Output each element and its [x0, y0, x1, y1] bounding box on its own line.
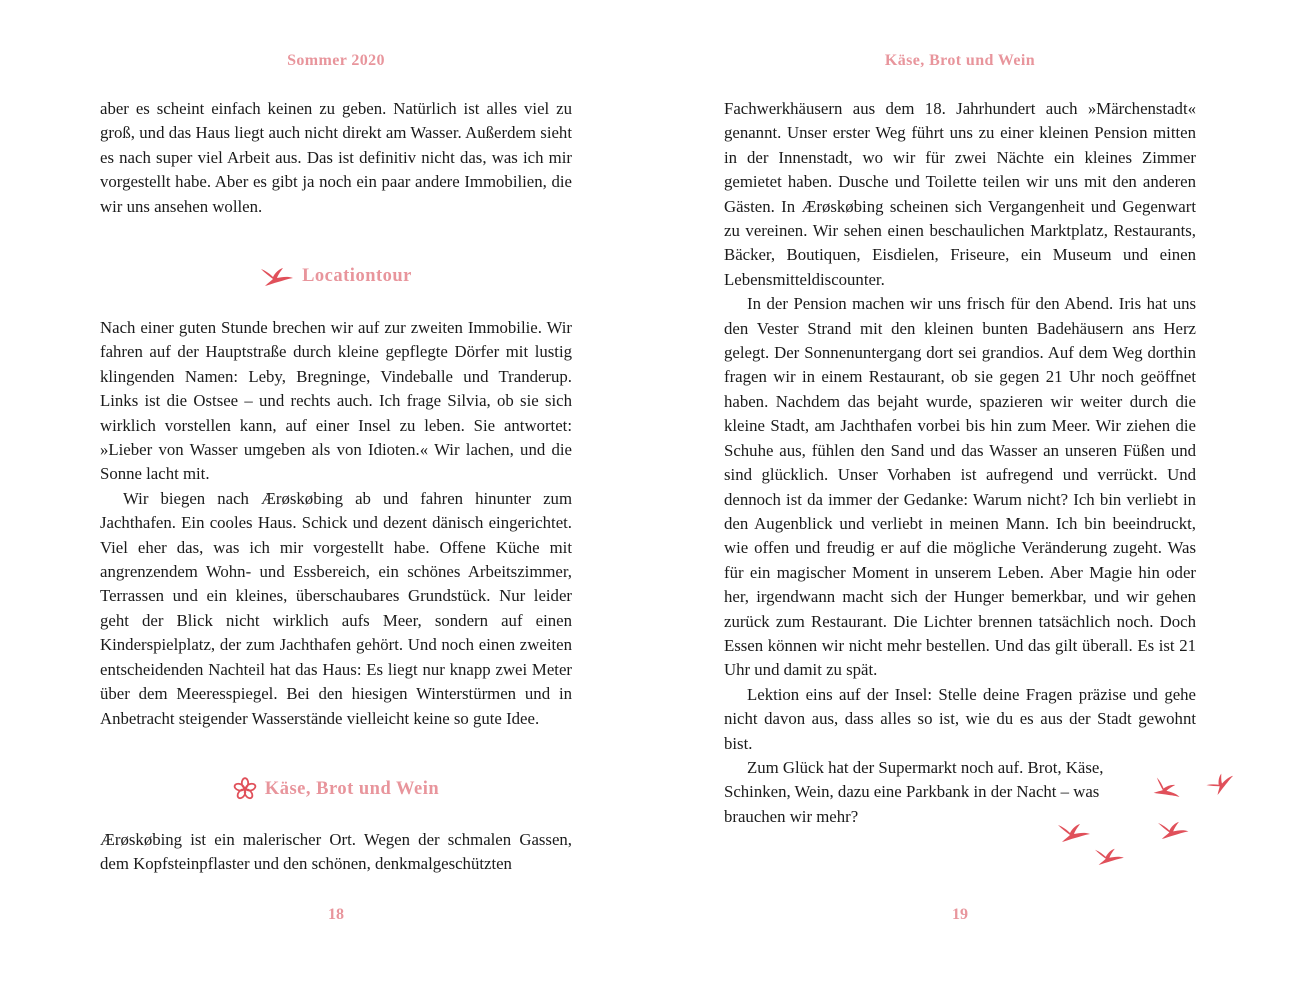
running-head-right: Käse, Brot und Wein — [884, 52, 1036, 69]
bird-icon — [1058, 824, 1090, 842]
paragraph: Zum Glück hat der Supermarkt noch auf. Brot, Käse, Schinken, Wein, dazu eine Parkbank in der Nacht – was brauchen wir mehr? — [724, 757, 1104, 826]
bird-icon — [1206, 769, 1237, 797]
flower-icon — [233, 777, 257, 801]
paragraph: In der Pension machen wir uns frisch für den Abend. Iris hat uns den Vester Strand mit den kleinen bunten Badehäusern ans Herz gelegt. Der Sonnenuntergang dort sei grandios. Auf dem Weg dorthin fragen wir in einem Restaurant, ob sie gegen 21 Uhr noch geöffnet haben. Nachdem das bejaht wurde, spazieren wir weiter durch die kleine Stadt, am Jachthafen vorbei bis hin zum Meer. Wir ziehen die Schuhe aus, fühlen den Sand und das Wasser an unseren Füßen und sind glücklich. Unser Vorhaben ist aufregend und verrückt. Und dennoch ist da immer der Gedanke: Warum nicht? Ich bin verliebt in den Augenblick und verliebt in meinen Mann. Ich bin beeindruckt, wie offen und freudig er auf die mögliche Veränderung zugeht. Was für ein magischer Moment in unserem Leben. Aber Magie hin oder her, irgendwann macht sich der Hunger bemerkbar, und wir gehen zurück zum Restaurant. Die Lichter brennen tatsächlich noch. Doch Essen können wir nicht mehr bestellen. Und das gilt überall. Es ist 21 Uhr und damit zu spät. — [724, 294, 1196, 680]
paragraph: aber es scheint einfach keinen zu geben. Natürlich ist alles viel zu groß, und das Haus liegt auch nicht direkt am Wasser. Außerdem sieht es nach super viel Arbeit aus. Das ist definitiv nicht das, was ich mir vorgestellt habe. Aber es gibt ja noch ein paar andere Immobilien, die wir uns ansehen wollen. — [100, 99, 572, 216]
bird-icon — [1095, 849, 1124, 865]
paragraph: Fachwerkhäusern aus dem 18. Jahrhundert auch »Märchenstadt« genannt. Unser erster Weg führt uns zu einer kleinen Pension mitten in der Innenstadt, wo wir für zwei Nächte ein kleines Zimmer gemietet haben. Dusche und Toilette teilen wir uns mit den anderen Gästen. In Ærøskøbing scheinen sich Vergangenheit und Gegenwart zu vereinen. Wir sehen einen beschaulichen Marktplatz, Restaurants, Bäcker, Boutiquen, Eisdielen, Friseure, ein Museum und einen Lebensmitteldiscounter. — [724, 99, 1196, 289]
section-heading-locationtour — [100, 265, 572, 287]
paragraph: Ærøskøbing ist ein malerischer Ort. Wegen der schmalen Gassen, dem Kopfsteinpflaster und den schönen, denkmalgeschützten — [100, 830, 572, 874]
paragraph: Nach einer guten Stunde brechen wir auf zur zweiten Immobilie. Wir fahren auf der Hauptstraße durch kleine gepflegte Dörfer mit lustig klingenden Namen: Leby, Bregninge, Vindeballe und Tranderup. Links ist die Ostsee – und rechts auch. Ich frage Silvia, ob sie sich wirklich vorstellen kann, auf einer Insel zu leben. Sie antwortet: »Lieber von Wasser umgeben als von Idioten.« Wir lachen, und die Sonne lacht mit. — [100, 318, 572, 484]
section-heading-kaese-brot-wein — [100, 777, 572, 801]
left-page — [0, 0, 647, 1000]
left-text-block-locationtour — [100, 316, 572, 731]
bird-icon — [260, 265, 294, 287]
section-heading-text: Locationtour — [302, 265, 412, 286]
section-heading-text: Käse, Brot und Wein — [264, 778, 440, 799]
bird-icon — [1150, 777, 1183, 804]
paragraph: Wir biegen nach Ærøskøbing ab und fahren hinunter zum Jachthafen. Ein cooles Haus. Schick und dezent dänisch eingerichtet. Viel eher das, was ich mir vorgestellt habe. Offene Küche mit angrenzendem Wohn- und Essbereich, ein schönes Arbeitszimmer, Terrassen und ein kleines, überschaubares Grundstück. Nur leider geht der Blick nicht wirklich aufs Meer, sondern auf einen Kinderspielplatz, der zum Jachthafen gehört. Und noch einen zweiten entscheidenden Nachteil hat das Haus: Es liegt nur knapp zwei Meter über dem Meeresspiegel. Bei den hiesigen Winterstürmen und in Anbetracht steigender Wasserstände vielleicht keine so gute Idee. — [100, 488, 572, 728]
page-number-right: 19 — [952, 906, 968, 923]
page-number-left: 18 — [328, 906, 344, 923]
paragraph: Lektion eins auf der Insel: Stelle deine Fragen präzise und gehe nicht davon aus, dass alles so ist, wie du es aus der Stadt gewohnt bist. — [724, 684, 1196, 753]
flock-of-birds-icon — [1040, 765, 1240, 875]
left-text-block-kaese — [100, 828, 572, 877]
bird-icon — [1158, 822, 1188, 839]
right-text-block — [724, 97, 1196, 829]
running-head-left: Sommer 2020 — [287, 52, 385, 69]
left-text-block-top — [100, 97, 572, 219]
